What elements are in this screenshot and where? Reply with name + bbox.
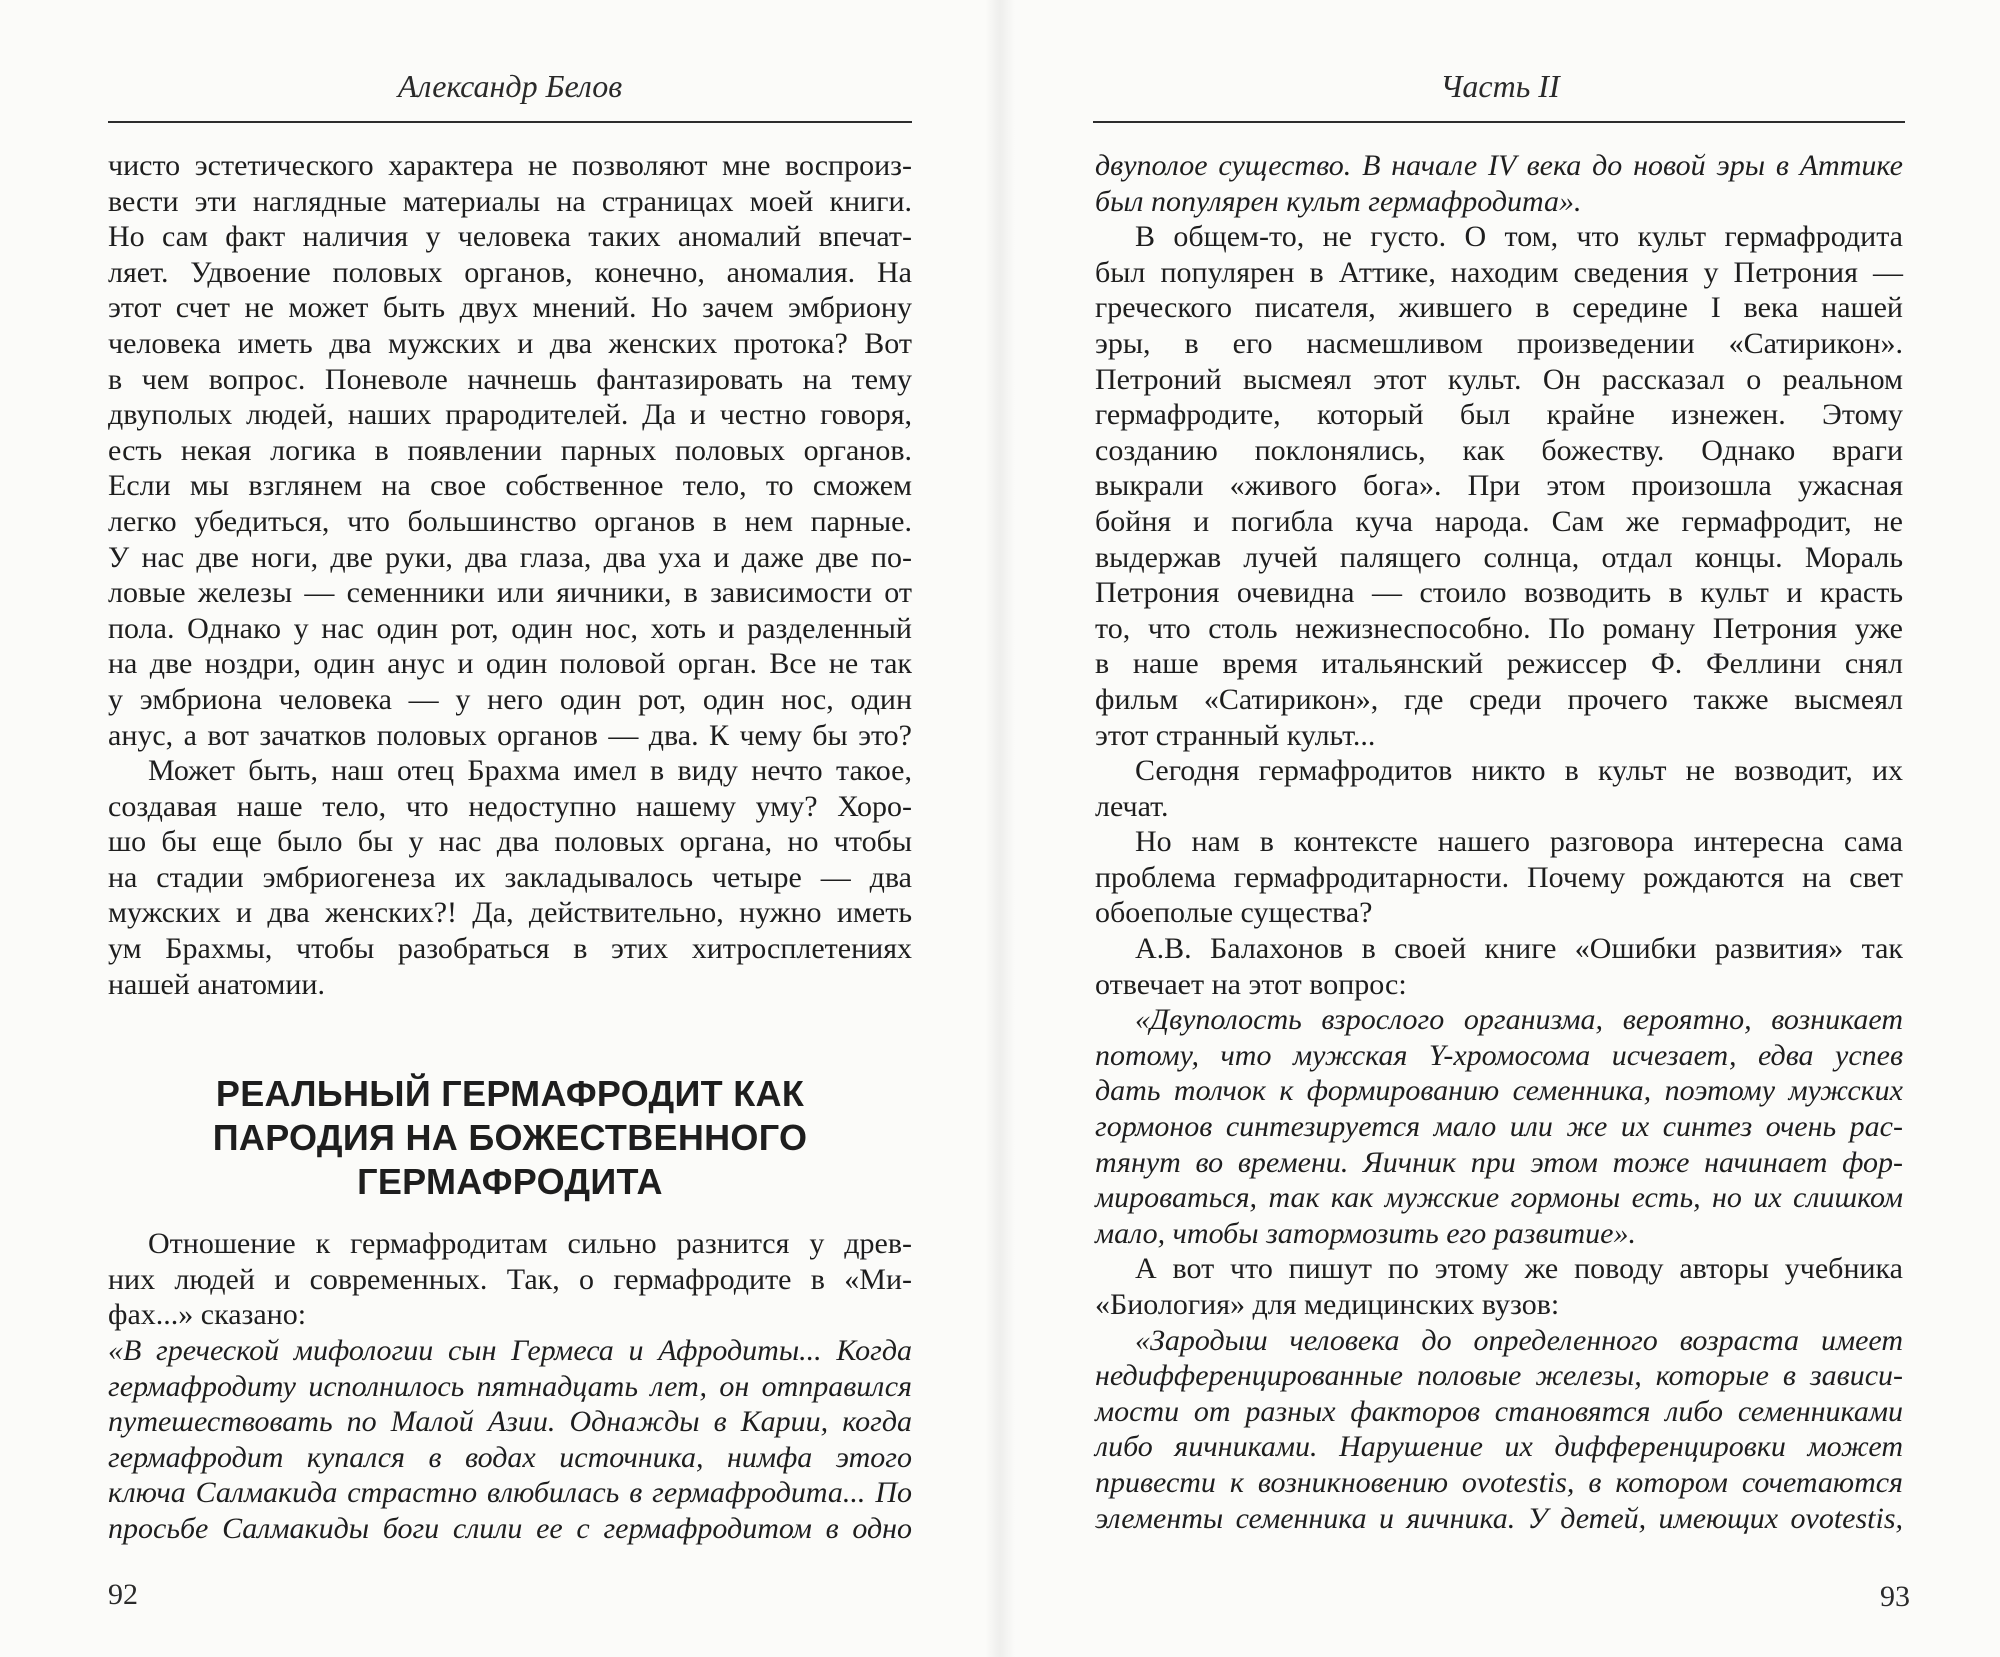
quote-line: элементы семенника и яичника. У детей, имеющих ovotestis, bbox=[1095, 1501, 1903, 1535]
text-line: Сегодня гермафродитов никто в культ не возводит, их bbox=[1135, 754, 1903, 788]
text-line: двуполых людей, наших прародителей. Да и честно говоря, bbox=[108, 398, 912, 432]
quote-line: тянут во времени. Яичник при этом тоже начинает фор- bbox=[1095, 1145, 1903, 1179]
quote-line: мало, чтобы затормозить его развитие». bbox=[1095, 1216, 1636, 1250]
text-line: чисто эстетического характера не позволяют мне воспроиз- bbox=[108, 149, 912, 182]
text-line: был популярен в Аттике, находим сведения у Петрония — bbox=[1095, 255, 1903, 289]
quote bbox=[108, 1333, 912, 1547]
text-line: нашей анатомии. bbox=[108, 967, 325, 1001]
text-line: вести эти наглядные материалы на страницах моей книги. bbox=[108, 184, 912, 218]
text-line: фах...» сказано: bbox=[108, 1298, 307, 1332]
quote-line: дать толчок к формированию семенника, поэтому мужских bbox=[1095, 1074, 1903, 1108]
text-line: эры, в его насмешливом произведении «Сатирикон». bbox=[1095, 326, 1903, 360]
paragraph bbox=[1095, 1251, 1903, 1322]
text-line: «Биология» для медицинских вузов: bbox=[1095, 1288, 1560, 1321]
quote-line: просьбе Салмакиды боги слили ее с гермафродитом в одно bbox=[108, 1512, 912, 1545]
header-rule bbox=[1093, 121, 1905, 123]
text-line: греческого писателя, жившего в середине I века нашей bbox=[1095, 291, 1903, 325]
text-line: на стадии эмбриогенеза их закладывалось четыре — два bbox=[108, 860, 912, 894]
text-line: Может быть, наш отец Брахма имел в виду нечто такое, bbox=[148, 754, 912, 788]
text-line: ляет. Удвоение половых органов, конечно, аномалия. На bbox=[108, 255, 912, 289]
text-line: анус, а вот зачатков половых органов — два. К чему бы это? bbox=[108, 718, 912, 752]
quote-line: мироваться, так как мужские гормоны есть, но их слишком bbox=[1095, 1181, 1903, 1215]
quote-line: мости от разных факторов становятся либо семенниками bbox=[1095, 1394, 1903, 1428]
heading-line: РЕАЛЬНЫЙ ГЕРМАФРОДИТ КАК bbox=[215, 1073, 805, 1115]
text-line: А вот что пишут по этому же поводу авторы учебника bbox=[1135, 1252, 1903, 1286]
running-head-part: Часть II bbox=[1440, 68, 1560, 104]
paragraph bbox=[108, 1226, 912, 1333]
quote-line: гормонов синтезируется мало или же их синтез очень рас- bbox=[1095, 1110, 1903, 1144]
quote-line: привести к возникновению ovotestis, в котором сочетаются bbox=[1095, 1465, 1903, 1499]
paragraph bbox=[108, 753, 912, 1002]
text-line: А.В. Балахонов в своей книге «Ошибки развития» так bbox=[1135, 932, 1903, 966]
text-line: то, что столь нежизнеспособно. По роману Петрония уже bbox=[1095, 611, 1903, 645]
text-line: выдержав лучей палящего солнца, отдал концы. Мораль bbox=[1095, 540, 1903, 574]
text-line: мужских и два женских?! Да, действительно, нужно иметь bbox=[108, 896, 912, 930]
text-line: Но нам в контексте нашего разговора интересна сама bbox=[1135, 825, 1903, 859]
text-line: созданию поклонялись, как божеству. Однако враги bbox=[1095, 433, 1903, 467]
right-text-block bbox=[1095, 148, 1903, 1536]
text-line: есть некая логика в появлении парных половых органов. bbox=[108, 433, 912, 467]
heading-line: ПАРОДИЯ НА БОЖЕСТВЕННОГО bbox=[212, 1117, 808, 1159]
text-line: человека иметь два мужских и два женских протока? Вот bbox=[108, 326, 912, 360]
quote-line: потому, что мужская Y-хромосома исчезает, едва успев bbox=[1095, 1038, 1903, 1072]
text-line: в чем вопрос. Поневоле начнешь фантазировать на тему bbox=[108, 362, 912, 396]
text-line: обоеполые существа? bbox=[1095, 896, 1373, 930]
header-rule bbox=[108, 121, 912, 123]
text-line: фильм «Сатирикон», где среди прочего также высмеял bbox=[1095, 682, 1903, 716]
text-line: У нас две ноги, две руки, два глаза, два уха и даже две по- bbox=[108, 540, 912, 574]
paragraph bbox=[1095, 753, 1903, 824]
quote-line: ключа Салмакида страстно влюбилась в гермафродита... По bbox=[108, 1476, 912, 1510]
quote bbox=[1095, 1002, 1903, 1251]
quote-line: либо яичниками. Нарушение их дифференцировки может bbox=[1095, 1430, 1903, 1464]
paragraph bbox=[1095, 219, 1903, 753]
quote-line: был популярен культ гермафродита». bbox=[1095, 184, 1582, 218]
text-line: этот странный культ... bbox=[1095, 718, 1376, 752]
text-line: Отношение к гермафродитам сильно разнится у древ- bbox=[148, 1227, 912, 1261]
text-line: у эмбриона человека — у него один рот, один нос, один bbox=[108, 682, 912, 716]
text-line: них людей и современных. Так, о гермафродите в «Ми- bbox=[108, 1262, 912, 1296]
text-line: Петрония очевидна — стоило возводить в культ и красть bbox=[1095, 576, 1903, 610]
text-line: этот счет не может быть двух мнений. Но зачем эмбриону bbox=[108, 291, 912, 325]
text-line: в наше время итальянский режиссер Ф. Феллини снял bbox=[1095, 647, 1903, 681]
text-line: лечат. bbox=[1095, 789, 1169, 823]
section-heading bbox=[108, 1072, 912, 1204]
text-line: Петроний высмеял этот культ. Он рассказал о реальном bbox=[1095, 362, 1903, 396]
text-line: гермафродите, который был крайне изнежен. Этому bbox=[1095, 398, 1903, 432]
text-line: ум Брахмы, чтобы разобраться в этих хитросплетениях bbox=[108, 932, 912, 966]
text-line: пола. Однако у нас один рот, один нос, хоть и разделенный bbox=[108, 611, 912, 645]
text-line: бойня и погибла куча народа. Сам же гермафродит, не bbox=[1095, 504, 1903, 538]
quote bbox=[1095, 1323, 1903, 1537]
text-line: отвечает на этот вопрос: bbox=[1095, 967, 1407, 1001]
quote-line: «Двуполость взрослого организма, вероятно, возникает bbox=[1135, 1003, 1903, 1037]
left-text-block bbox=[108, 148, 912, 1547]
heading-line: ГЕРМАФРОДИТА bbox=[357, 1161, 663, 1203]
text-line: Но сам факт наличия у человека таких аномалий впечат- bbox=[108, 220, 912, 254]
text-line: выкрали «живого бога». При этом произошла ужасная bbox=[1095, 469, 1903, 503]
text-line: шо бы еще было бы у нас два половых органа, но чтобы bbox=[108, 825, 912, 859]
quote-line: двуполое существо. В начале IV века до новой эры в Аттике bbox=[1095, 149, 1903, 182]
text-line: ловые железы — семенники или яичники, в зависимости от bbox=[108, 576, 912, 610]
text-line: В общем-то, не густо. О том, что культ гермафродита bbox=[1135, 220, 1903, 254]
paragraph bbox=[1095, 931, 1903, 1002]
page-number: 93 bbox=[1880, 1580, 1910, 1613]
text-line: проблема гермафродитарности. Почему рождаются на свет bbox=[1095, 860, 1903, 894]
text-line: создавая наше тело, что недоступно нашему уму? Хоро- bbox=[108, 789, 912, 823]
paragraph bbox=[108, 148, 912, 753]
text-line: легко убедиться, что большинство органов в нем парные. bbox=[108, 504, 912, 538]
page-number: 92 bbox=[108, 1578, 138, 1611]
quote-line: путешествовать по Малой Азии. Однажды в Карии, когда bbox=[108, 1405, 912, 1439]
running-head-author: Александр Белов bbox=[397, 68, 623, 104]
right-page bbox=[1000, 0, 2000, 1657]
paragraph bbox=[1095, 824, 1903, 931]
quote-line: гермафродит купался в водах источника, нимфа этого bbox=[108, 1440, 912, 1474]
text-line: Если мы взглянем на свое собственное тело, то сможем bbox=[108, 469, 912, 503]
text-line: на две ноздри, один анус и один половой орган. Все не так bbox=[108, 647, 912, 681]
quote-line: «Зародыш человека до определенного возраста имеет bbox=[1135, 1323, 1903, 1357]
quote-line: недифференцированные половые железы, которые в зависи- bbox=[1095, 1359, 1903, 1393]
quote-line: гермафродиту исполнилось пятнадцать лет, он отправился bbox=[108, 1369, 912, 1403]
quote-line: «В греческой мифологии сын Гермеса и Афродиты... Когда bbox=[108, 1334, 912, 1368]
quote bbox=[1095, 148, 1903, 219]
